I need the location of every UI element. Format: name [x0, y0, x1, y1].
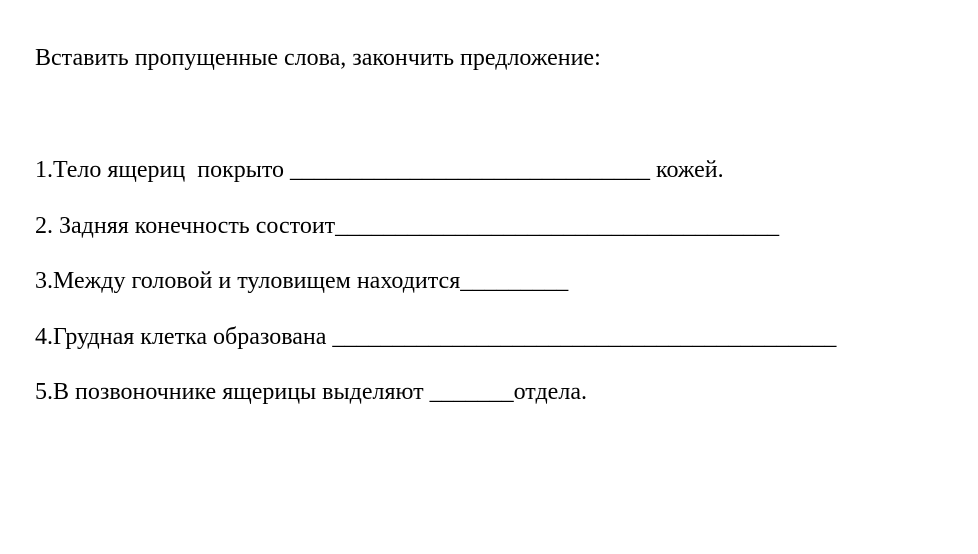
- instruction-text: Вставить пропущенные слова, закончить предложение:: [35, 45, 601, 71]
- question-2: 2. Задняя конечность состоит_____________________________________: [35, 213, 780, 239]
- question-1: 1.Тело ящериц покрыто ______________________________ кожей.: [35, 157, 724, 183]
- question-4: 4.Грудная клетка образована __________________________________________: [35, 324, 837, 350]
- question-3: 3.Между головой и туловищем находится_________: [35, 268, 569, 294]
- question-5: 5.В позвоночнике ящерицы выделяют _______отдела.: [35, 379, 587, 405]
